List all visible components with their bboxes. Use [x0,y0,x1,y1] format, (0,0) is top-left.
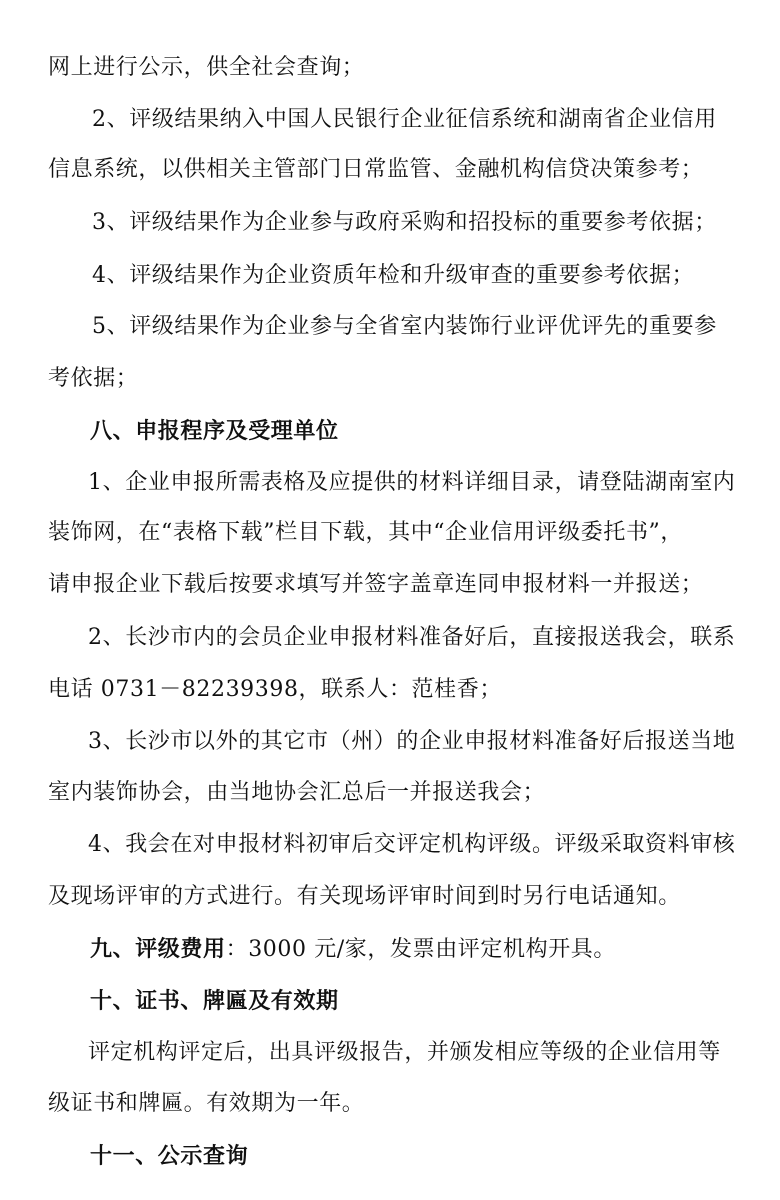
fee-line [90,934,780,965]
paragraph-line: 电话 0731－82239398，联系人：范桂香； [48,677,502,702]
paragraph-line: 2、评级结果纳入中国人民银行企业征信系统和湖南省企业信用 [92,107,717,132]
paragraph-line: 4、评级结果作为企业资质年检和升级审查的重要参考依据； [92,263,695,288]
paragraph-line: 信息系统，以供相关主管部门日常监管、金融机构信贷决策参考； [48,157,704,182]
paragraph-line: 评定机构评定后，出具评级报告，并颁发相应等级的企业信用等 [88,1040,721,1065]
section-heading: 八、申报程序及受理单位 [90,418,339,444]
section-heading: 十、证书、牌匾及有效期 [90,988,339,1014]
paragraph-line: 及现场评审的方式进行。有关现场评审时间到时另行电话通知。 [48,884,681,909]
paragraph-line: 网上进行公示，供全社会查询； [48,55,365,80]
paragraph-line: 3、长沙市以外的其它市（州）的企业申报材料准备好后报送当地 [88,729,736,754]
paragraph-line: 级证书和牌匾。有效期为一年。 [48,1091,365,1116]
paragraph-line: 5、评级结果作为企业参与全省室内装饰行业评优评先的重要参 [92,314,717,339]
paragraph-line: 请申报企业下载后按要求填写并签字盖章连同申报材料一并报送； [48,572,704,597]
paragraph-line: 4、我会在对申报材料初审后交评定机构评级。评级采取资料审核 [88,832,736,857]
fee-text: ：3000 元/家，发票由评定机构开具。 [225,937,617,962]
paragraph-line: 2、长沙市内的会员企业申报材料准备好后，直接报送我会，联系 [88,625,736,650]
paragraph-line: 1、企业申报所需表格及应提供的材料详细目录，请登陆湖南室内 [88,470,736,495]
paragraph-line: 室内装饰协会，由当地协会汇总后一并报送我会； [48,780,546,805]
paragraph-line: 装饰网，在“表格下载”栏目下载，其中“企业信用评级委托书”， [48,520,683,545]
paragraph-line: 3、评级结果作为企业参与政府采购和招投标的重要参考依据； [92,210,717,235]
section-heading: 十一、公示查询 [90,1143,249,1169]
paragraph-line: 考依据； [48,366,139,391]
fee-label: 九、评级费用 [90,936,226,962]
